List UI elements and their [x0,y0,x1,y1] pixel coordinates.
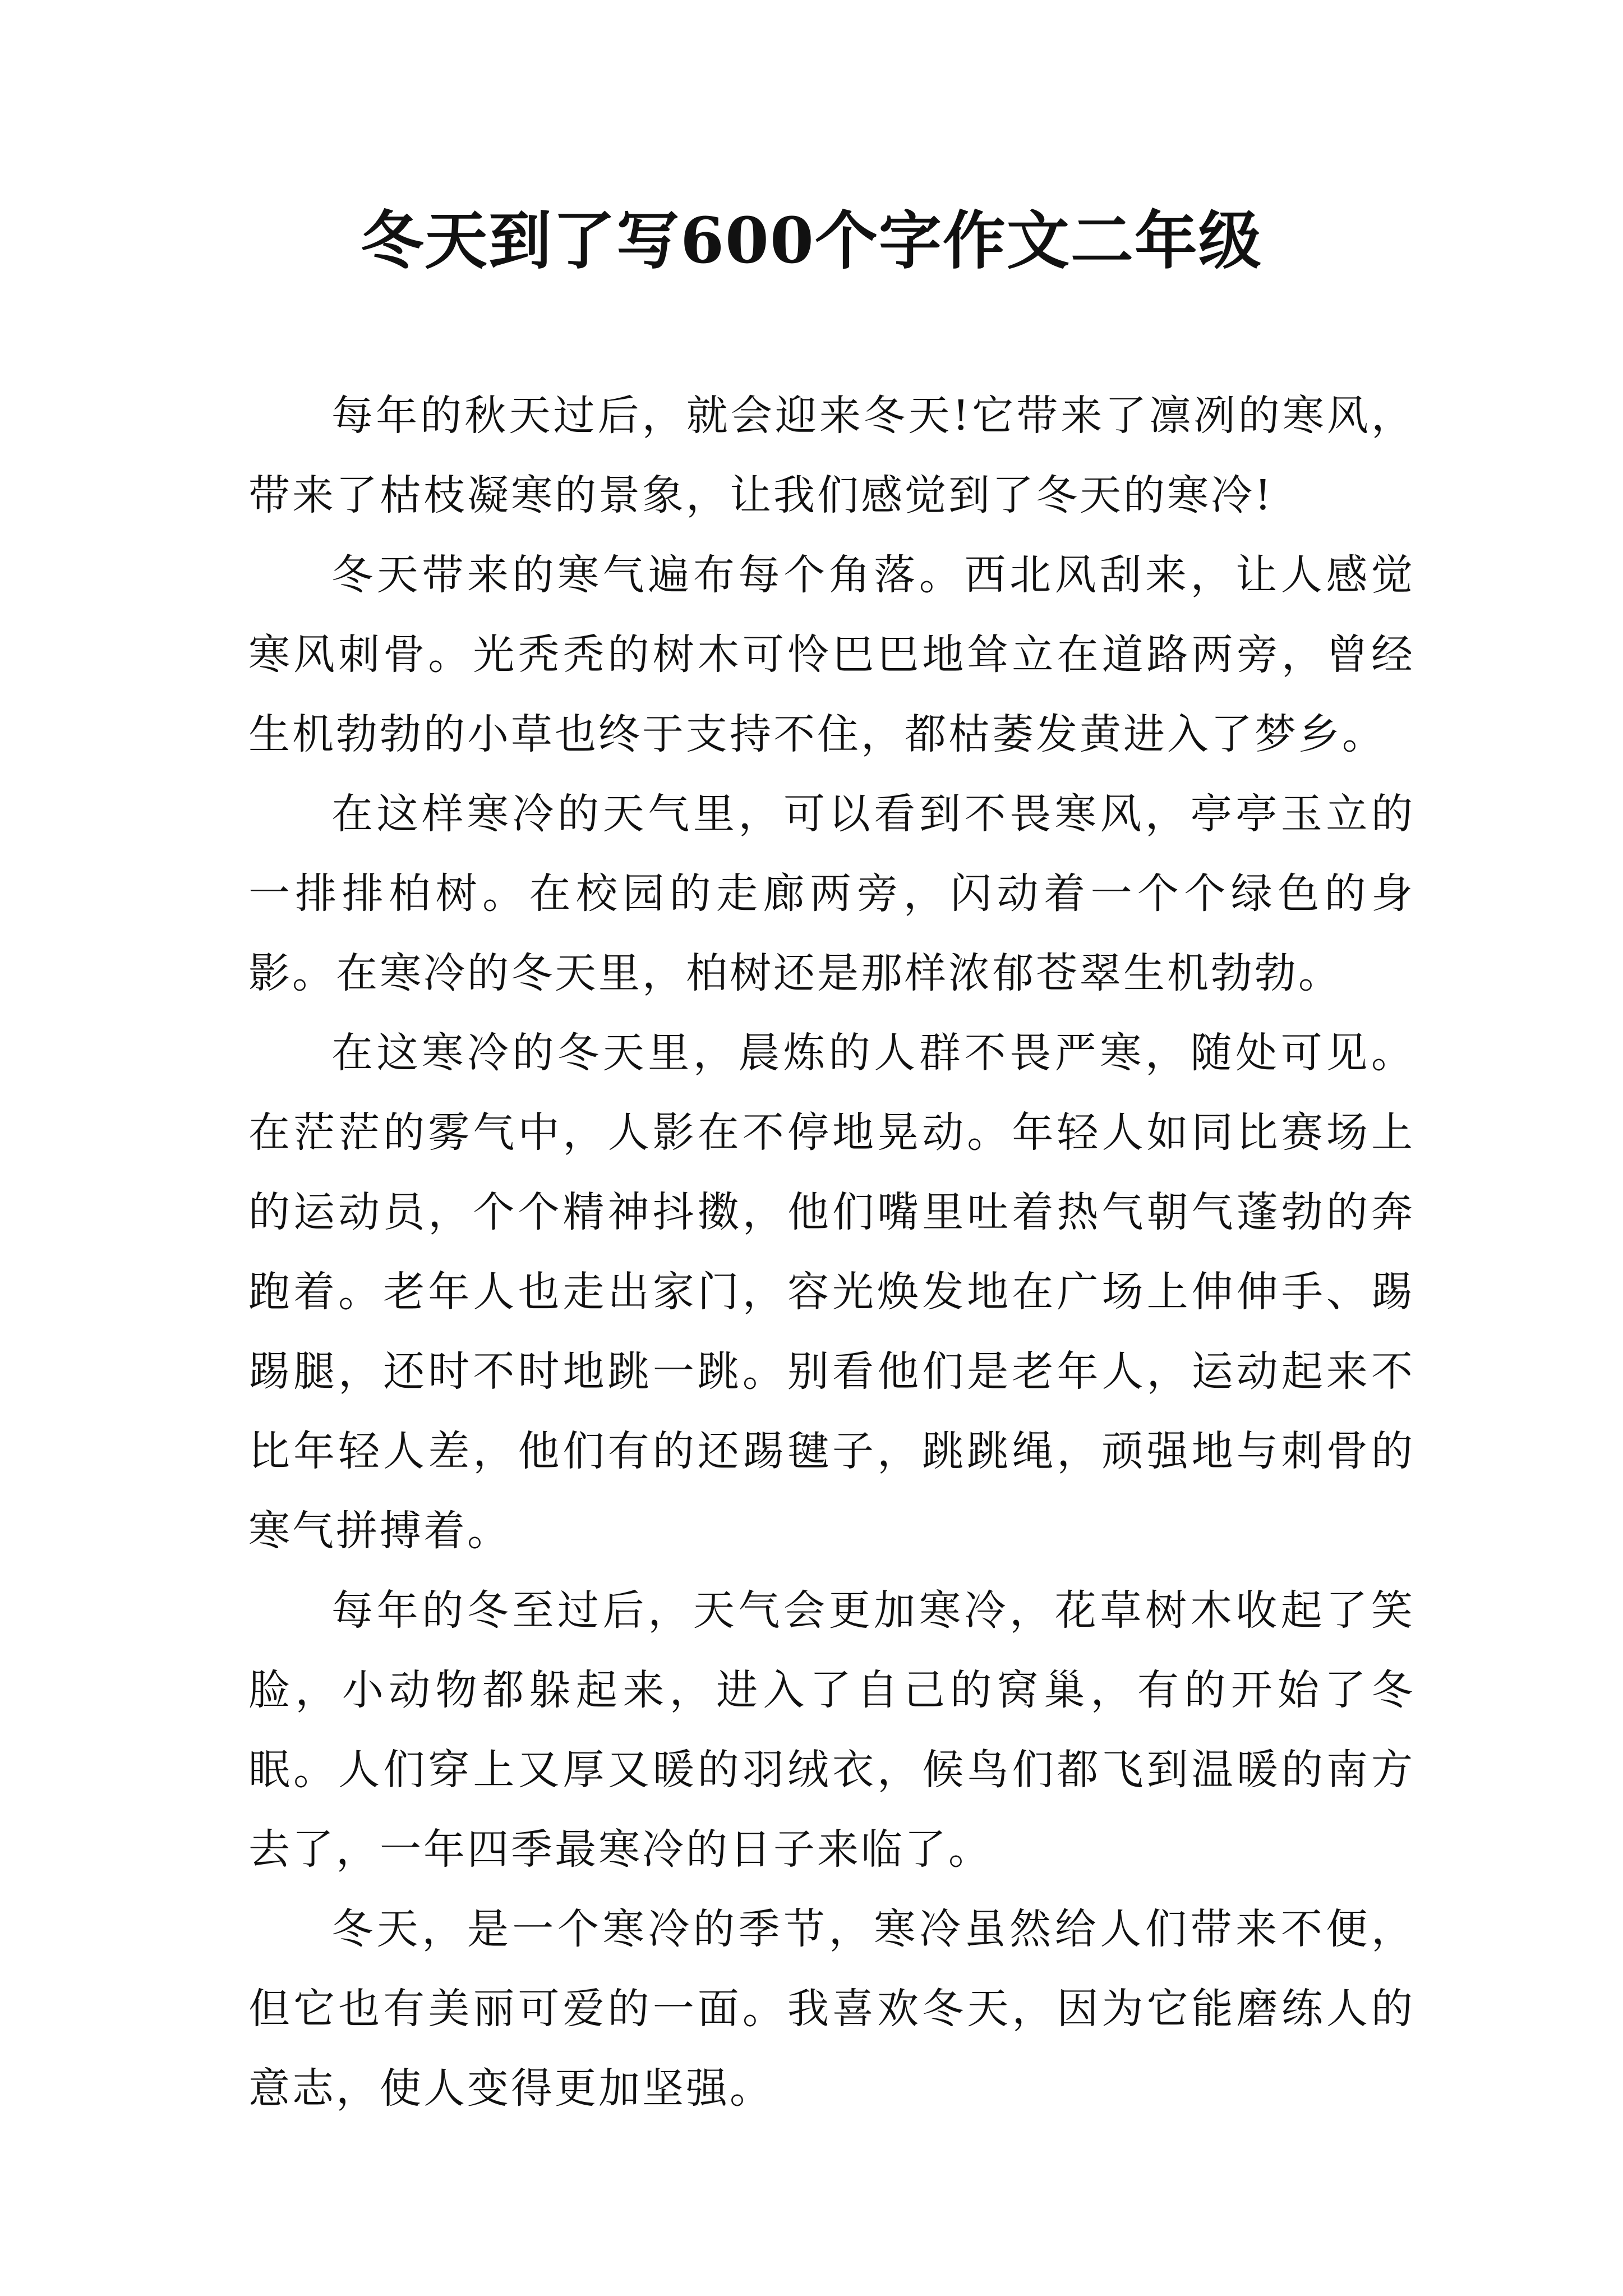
paragraph-1: 每年的秋天过后，就会迎来冬天!它带来了凛冽的寒风，带来了枯枝凝寒的景象，让我们感觉到了冬天的寒冷! [248,392,1415,519]
paragraph-6: 冬天，是一个寒冷的季节，寒冷虽然给人们带来不便，但它也有美丽可爱的一面。我喜欢冬天，因为它能磨练人的意志，使人变得更加坚强。 [248,1905,1415,2113]
essay-body [248,376,1415,2128]
document-title: 冬天到了写600个字作文二年级 [361,204,1262,278]
paragraph-3: 在这样寒冷的天气里，可以看到不畏寒风，亭亭玉立的一排排柏树。在校园的走廊两旁，闪动着一个个绿色的身影。在寒冷的冬天里，柏树还是那样浓郁苍翠生机勃勃。 [248,790,1415,997]
paragraph-4: 在这寒冷的冬天里，晨炼的人群不畏严寒，随处可见。在茫茫的雾气中，人影在不停地晃动。年轻人如同比赛场上的运动员，个个精神抖擞，他们嘴里吐着热气朝气蓬勃的奔跑着。老年人也走出家门，容光焕发地在广场上伸伸手、踢踢腿，还时不时地跳一跳。别看他们是老年人，运动起来不比年轻人差，他们有的还踢毽子，跳跳绳，顽强地与刺骨的寒气拼搏着。 [248,1029,1415,1555]
paragraph-2: 冬天带来的寒气遍布每个角落。西北风刮来，让人感觉寒风刺骨。光秃秃的树木可怜巴巴地耸立在道路两旁，曾经生机勃勃的小草也终于支持不住，都枯萎发黄进入了梦乡。 [248,551,1415,758]
paragraph-5: 每年的冬至过后，天气会更加寒冷，花草树木收起了笑脸，小动物都躲起来，进入了自己的窝巢，有的开始了冬眠。人们穿上又厚又暖的羽绒衣，候鸟们都飞到温暖的南方去了，一年四季最寒冷的日子来临了。 [248,1586,1415,1874]
